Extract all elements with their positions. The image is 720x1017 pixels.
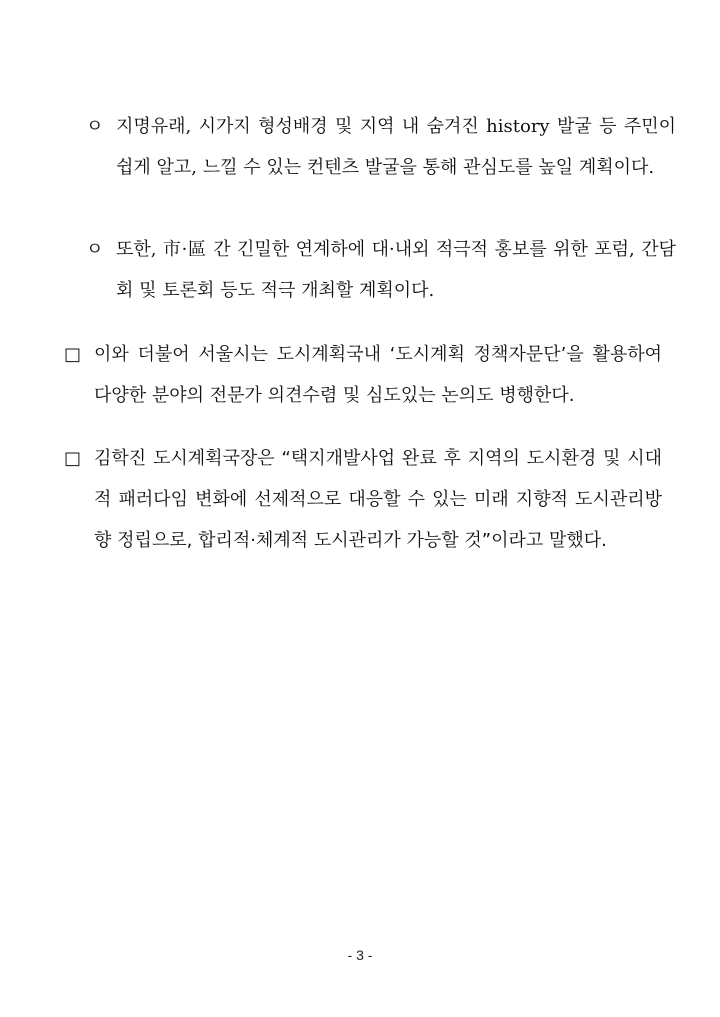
main-bullet-item: [64, 334, 662, 416]
circle-bullet-marker: ㅇ: [86, 116, 104, 137]
sub-bullet-text: 지명유래, 시가지 형성배경 및 지역 내 숨겨진 history 발굴 등 주민이 쉽게 알고, 느낄 수 있는 컨텐츠 발굴을 통해 관심도를 높일 계획이다.: [116, 116, 676, 178]
sub-bullet-item: [86, 106, 676, 188]
sub-bullet-item: [86, 229, 676, 311]
square-bullet-marker: □: [64, 448, 82, 469]
circle-bullet-marker: ㅇ: [86, 239, 104, 260]
main-bullet-text: 김학진 도시계획국장은 “택지개발사업 완료 후 지역의 도시환경 및 시대적 패러다임 변화에 선제적으로 대응할 수 있는 미래 지향적 도시관리방향 정립으로, 합리적·체계적 도시관리가 가능할 것”이라고 말했다.: [94, 448, 662, 551]
main-bullet-item: [64, 438, 662, 561]
page-number: - 3 -: [347, 947, 373, 963]
main-bullet-text: 이와 더불어 서울시는 도시계획국내 ‘도시계획 정책자문단’을 활용하여 다양한 분야의 전문가 의견수렴 및 심도있는 논의도 병행한다.: [94, 344, 662, 406]
square-bullet-marker: □: [64, 344, 82, 365]
sub-bullet-text: 또한, 市·區 간 긴밀한 연계하에 대·내외 적극적 홍보를 위한 포럼, 간담회 및 토론회 등도 적극 개최할 계획이다.: [116, 239, 676, 301]
